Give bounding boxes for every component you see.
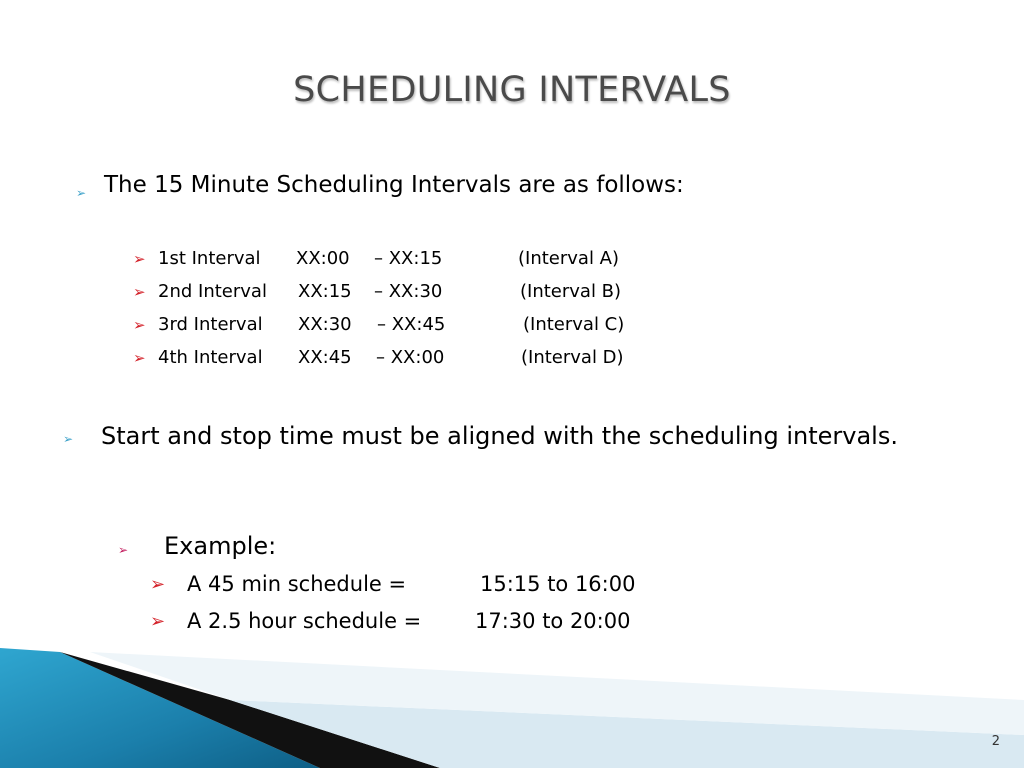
interval-start: XX:00	[296, 248, 350, 269]
arrow-bullet-icon: ➢	[133, 283, 146, 301]
interval-end: – XX:00	[376, 347, 445, 368]
example-text: A 2.5 hour schedule =	[187, 609, 422, 633]
interval-name: 2nd Interval	[158, 281, 267, 302]
interval-start: XX:15	[298, 281, 352, 302]
chevron-bullet-icon: ➢	[118, 543, 129, 557]
chevron-bullet-icon: ➢	[63, 432, 74, 446]
interval-label: (Interval D)	[521, 347, 624, 368]
interval-label: (Interval C)	[523, 314, 625, 335]
example-value: 15:15 to 16:00	[480, 572, 636, 596]
interval-label: (Interval B)	[520, 281, 622, 302]
interval-name: 3rd Interval	[158, 314, 263, 335]
alignment-note-text: Start and stop time must be aligned with the scheduling intervals.	[101, 422, 898, 450]
interval-end: – XX:15	[374, 248, 443, 269]
arrow-bullet-icon: ➢	[150, 611, 166, 632]
arrow-bullet-icon: ➢	[133, 349, 146, 367]
interval-end: – XX:45	[377, 314, 446, 335]
slide-title: SCHEDULING INTERVALS	[293, 70, 731, 110]
interval-label: (Interval A)	[518, 248, 620, 269]
arrow-bullet-icon: ➢	[133, 250, 146, 268]
arrow-bullet-icon: ➢	[133, 316, 146, 334]
intro-bullet-text: The 15 Minute Scheduling Intervals are as follows:	[104, 172, 684, 198]
example-text: A 45 min schedule =	[187, 572, 407, 596]
interval-name: 1st Interval	[158, 248, 261, 269]
interval-start: XX:30	[298, 314, 352, 335]
chevron-bullet-icon: ➢	[76, 186, 87, 200]
interval-name: 4th Interval	[158, 347, 263, 368]
example-heading: Example:	[164, 532, 277, 560]
interval-start: XX:45	[298, 347, 352, 368]
arrow-bullet-icon: ➢	[150, 574, 166, 595]
page-number: 2	[991, 734, 1000, 749]
interval-end: – XX:30	[374, 281, 443, 302]
example-value: 17:30 to 20:00	[475, 609, 631, 633]
